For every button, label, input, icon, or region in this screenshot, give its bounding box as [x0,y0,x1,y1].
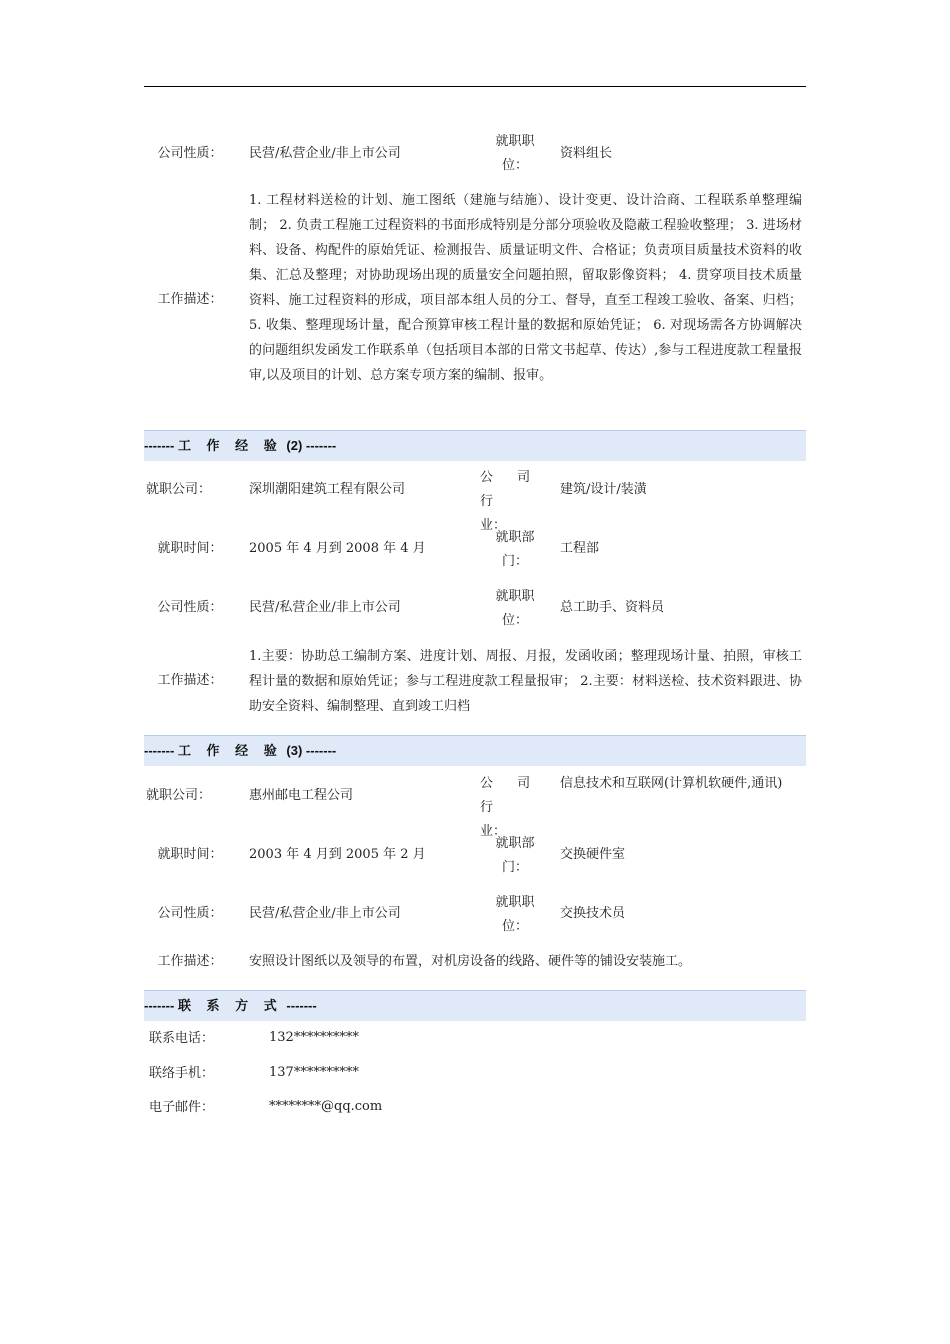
company-value: 深圳潮阳建筑工程有限公司 [249,482,406,497]
company-nature-label: 公司性质： [157,906,223,921]
employment-time-label: 就职时间： [157,847,223,862]
company-nature-label: 公司性质： [157,600,223,615]
department-label: 就职部 门： [495,836,535,875]
department-value: 交换硬件室 [560,847,626,862]
work-description-label: 工作描述： [157,292,223,307]
company-nature-label: 公司性质： [157,146,223,161]
position-value: 资料组长 [560,146,613,161]
employment-time-value: 2003 年 4 月到 2005 年 2 月 [249,847,426,862]
industry-label: 公 司 行 业： [480,470,541,533]
work-description-text: 1.主要：协助总工编制方案、进度计划、周报、月报，发函收函；整理现场计量、拍照，审核工程计量的数据和原始凭证；参与工程进度款工程量报审； 2.主要：材料送检、技术资料跟进、协助安全资料、编制整理、直到竣工归档 [249,649,802,714]
employment-time-label: 就职时间： [157,541,223,556]
employment-time-value: 2005 年 4 月到 2008 年 4 月 [249,541,426,556]
department-label: 就职部 门： [495,530,535,569]
position-label: 就职职 位： [495,895,535,934]
phone-label: 联系电话： [149,1031,215,1046]
email-value: ********@qq.com [269,1099,383,1114]
position-label: 就职职 位： [495,134,535,173]
company-nature-value: 民营/私营企业/非上市公司 [249,146,401,161]
company-value: 惠州邮电工程公司 [249,788,354,803]
company-nature-value: 民营/私营企业/非上市公司 [249,600,401,615]
email-label: 电子邮件： [149,1100,215,1115]
section-header-contact: ------- 联 系 方 式 ------- [144,990,806,1021]
company-nature-value: 民营/私营企业/非上市公司 [249,906,401,921]
phone-value: 132********** [269,1030,359,1045]
section-header-work-experience-2: ------- 工 作 经 验 (2) ------- [144,430,806,461]
header-rule [144,86,806,87]
work-description-text: 安照设计图纸以及领导的布置，对机房设备的线路、硬件等的铺设安装施工。 [249,954,692,969]
company-label: 就职公司： [146,788,212,803]
position-label: 就职职 位： [495,589,535,628]
company-label: 就职公司： [146,482,212,497]
industry-value: 信息技术和互联网(计算机软硬件,通讯) [560,776,783,791]
department-value: 工程部 [560,541,600,556]
mobile-label: 联络手机： [149,1066,215,1081]
work-description-label: 工作描述： [157,673,223,688]
industry-label: 公 司 行 业： [480,776,541,839]
position-value: 总工助手、资料员 [560,600,665,615]
mobile-value: 137********** [269,1065,359,1080]
industry-value: 建筑/设计/装潢 [560,482,647,497]
work-description-text: 1. 工程材料送检的计划、施工图纸（建施与结施）、设计变更、设计洽商、工程联系单整理编制； 2. 负责工程施工过程资料的书面形成特别是分部分项验收及隐蔽工程验收整理； 3. 进场材料、设备、构配件的原始凭证、检测报告、质量证明文件、合格证；负责项目质量技术资料的收集、汇总及整理；对协助现场出现的质量安全问题拍照，留取影像资料； 4. 贯穿项目技术质量资料、施工过程资料的形成，项目部本组人员的分工、督导，直至工程竣工验收、备案、归档； 5. 收集、整理现场计量，配合预算审核工程计量的数据和原始凭证； 6. 对现场需各方协调解决的问题组织发函发工作联系单（包括项目本部的日常文书起草、传达）,参与工程进度款工程量报审,以及项目的计划、总方案专项方案的编制、报审。 [249,193,802,383]
work-description-label: 工作描述： [157,954,223,969]
position-value: 交换技术员 [560,906,626,921]
section-header-work-experience-3: ------- 工 作 经 验 (3) ------- [144,735,806,766]
